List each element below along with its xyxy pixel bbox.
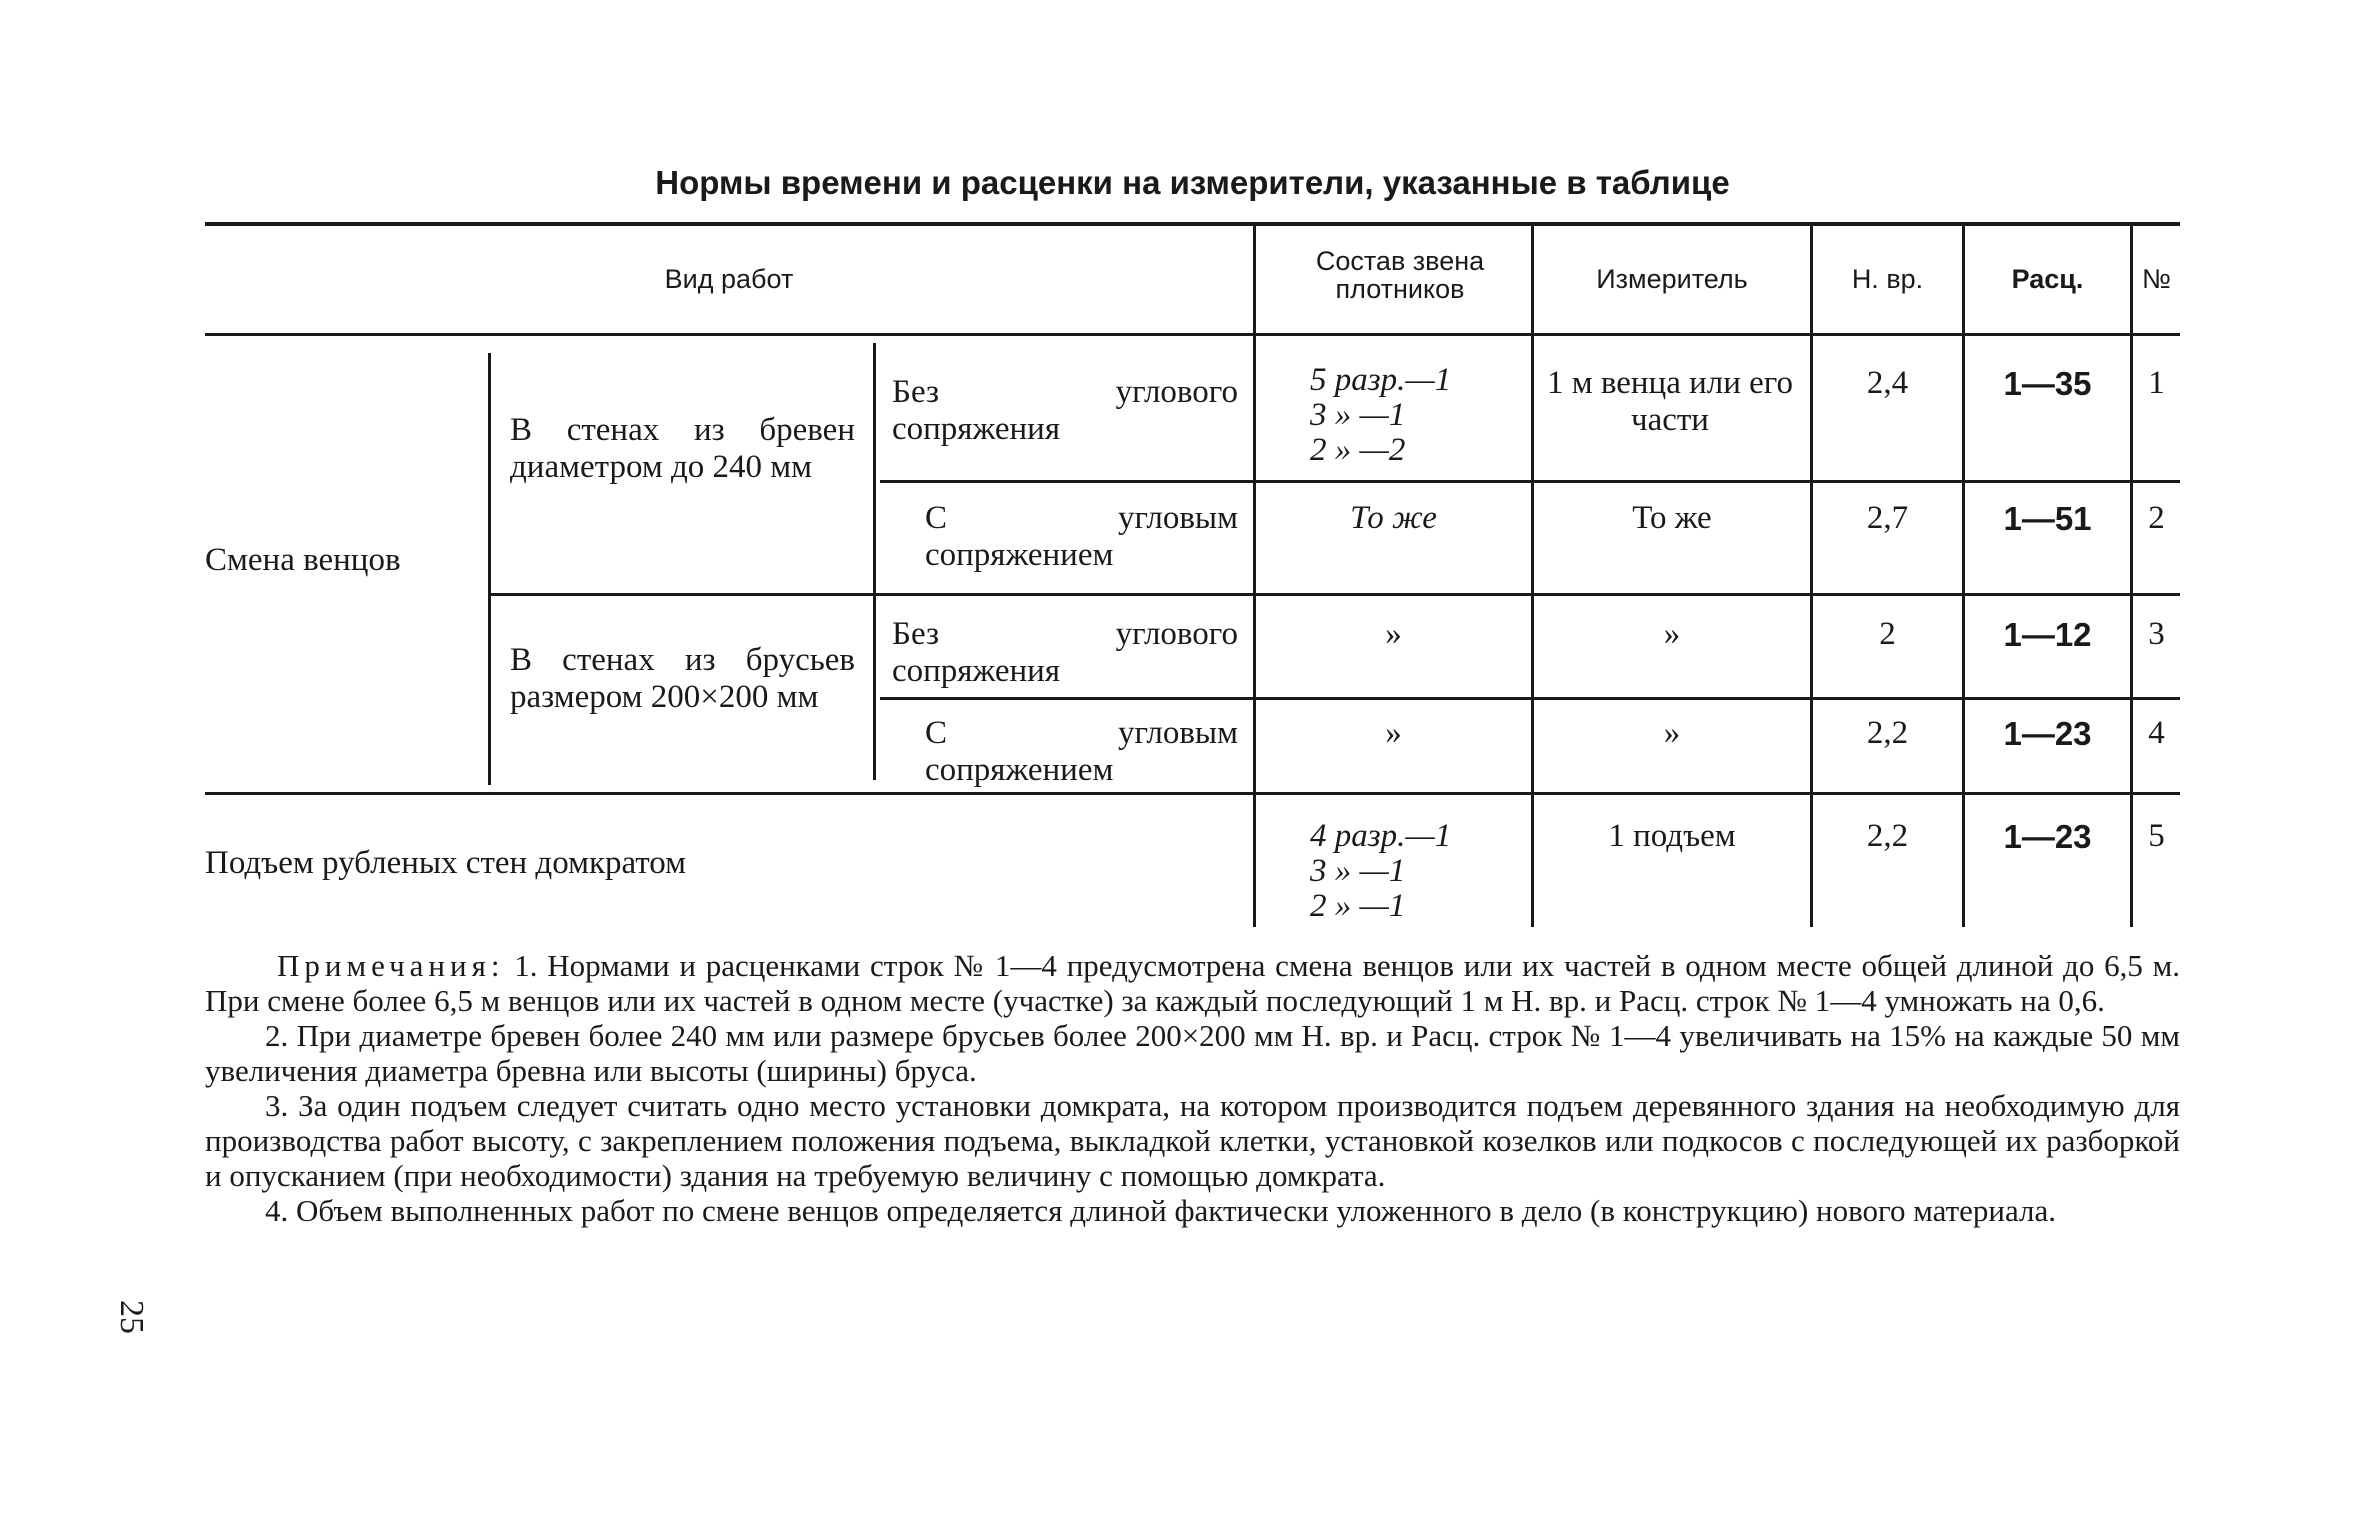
row-1-crew-3: 2 » —2 [1310,432,1406,468]
row-5-work: Подъем рубленых стен домкратом [205,845,687,881]
row-1-num: 1 [2148,365,2165,401]
group-logs: В стенах из бревен диаметром до 240 мм [510,412,855,485]
row-rule [490,593,2180,596]
row-4-sub: С угловым сопряжением [925,715,1238,788]
col-rule [1253,222,1256,927]
row-2-sub: С угловым сопряжением [925,500,1238,573]
row-2-rate: 1—51 [2003,500,2092,537]
row-rule [880,480,2180,483]
group-beams: В стенах из брусьев размером 200×200 мм [510,642,855,715]
row-1-rate: 1—35 [2003,365,2092,402]
group-rule [488,353,491,785]
note-1-text: 1. Нормами и расценками строк № 1—4 предусмотрена смена венцов или их частей в одном месте общей длиной до 6,5 м. При смене более 6,5 м венцов или их частей в одном месте (участке) за каждый последующий 1 м Н. вр. и Расц. строк № 1—4 умножать на 0,6. [205,948,2181,1018]
section-rule [205,792,2180,795]
row-4-crew: » [1385,715,1402,751]
row-3-unit: » [1663,616,1681,652]
row-4-num: 4 [2148,715,2165,751]
row-2-norm: 2,7 [1866,500,1909,536]
note-3: 3. За один подъем следует считать одно место установки домкрата, на котором производится подъем деревянного здания на необходимую для производства работ высоту, с закреплением положения подъема, выкладкой клетки, установкой козелков или подкосов с последующей их разборкой и опусканием (при необходимости) здания на требуемую величину с помощью домкрата. [205,1088,2180,1193]
header-bottom-rule [205,333,2180,336]
row-1-unit: 1 м венца или его части [1546,365,1794,438]
row-3-num: 3 [2148,616,2165,652]
row-5-norm: 2,2 [1866,818,1909,854]
header-num: № [2142,264,2171,294]
row-1-sub: Без углового сопряжения [892,374,1238,447]
header-crew: Состав звена плотников [1315,246,1485,304]
row-5-crew-2: 3 » —1 [1310,853,1406,889]
notes-label: Примечания: [277,948,505,983]
row-5-rate: 1—23 [2003,818,2092,855]
row-5-num: 5 [2148,818,2165,854]
note-2: 2. При диаметре бревен более 240 мм или размере брусьев более 200×200 мм Н. вр. и Расц. строк № 1—4 увеличивать на 15% на каждые 50 мм увеличения диаметра бревна или высоты (ширины) бруса. [205,1018,2180,1088]
table-title: Нормы времени и расценки на измерители, указанные в таблице [655,164,1730,201]
row-rule [880,697,2180,700]
header-unit: Измеритель [1596,264,1748,294]
row-5-crew-1: 4 разр.—1 [1310,818,1452,854]
page-number: 25 [113,1300,150,1334]
row-4-norm: 2,2 [1866,715,1909,751]
row-5-crew-3: 2 » —1 [1310,888,1406,924]
row-2-unit: То же [1632,500,1712,536]
header-work-type: Вид работ [664,264,794,294]
notes [205,948,2180,1228]
table-top-rule [205,222,2180,226]
row-1-crew-1: 5 разр.—1 [1310,362,1452,398]
header-rate: Расц. [2011,264,2084,294]
group-main: Смена венцов [205,542,401,578]
row-3-sub: Без углового сопряжения [892,616,1238,689]
row-2-num: 2 [2148,500,2165,536]
row-5-unit: 1 подъем [1608,818,1736,854]
row-2-crew: То же [1350,500,1437,536]
subgroup-rule [873,343,876,780]
row-3-norm: 2 [1879,616,1896,652]
row-1-crew-2: 3 » —1 [1310,397,1406,433]
row-3-crew: » [1385,616,1402,652]
note-1 [205,948,2180,1018]
note-4: 4. Объем выполненных работ по смене венцов определяется длиной фактически уложенного в дело (в конструкцию) нового материала. [265,1193,2057,1228]
row-4-unit: » [1663,715,1681,751]
row-4-rate: 1—23 [2003,715,2092,752]
header-norm: Н. вр. [1851,264,1924,294]
row-3-rate: 1—12 [2003,616,2092,653]
row-1-norm: 2,4 [1866,365,1909,401]
